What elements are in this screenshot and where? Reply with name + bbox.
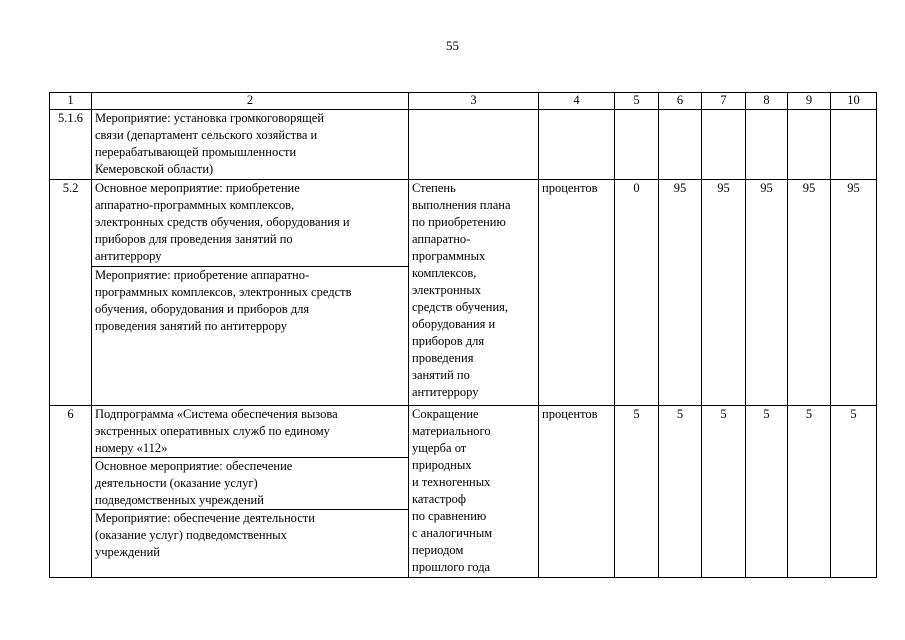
table-row [50, 110, 877, 180]
value-cell: 95 [788, 180, 831, 406]
value-cell: 95 [831, 180, 877, 406]
row-number: 5.1.6 [50, 110, 92, 180]
row-name: Мероприятие: установка громкоговорящей связи (департамент сельского хозяйства и перерабатывающей промышленности Кемеровской области) [92, 110, 409, 180]
empty-cell [746, 110, 788, 180]
table-row [50, 180, 877, 267]
empty-cell [539, 110, 615, 180]
row-name: Мероприятие: приобретение аппаратно- программных комплексов, электронных средств обучения, оборудования и приборов для проведения занятий по антитеррору [92, 267, 409, 406]
row-number: 5.2 [50, 180, 92, 406]
header-row [50, 93, 877, 110]
empty-cell [788, 110, 831, 180]
column-header: 8 [746, 93, 788, 110]
row-name: Основное мероприятие: обеспечение деятельности (оказание услуг) подведомственных учреждений [92, 458, 409, 510]
unit-cell: процентов [539, 180, 615, 406]
indicator-cell: Степень выполнения плана по приобретению аппаратно- программных комплексов, электронных средств обучения, оборудования и приборов для проведения занятий по антитеррору [409, 180, 539, 406]
value-cell: 95 [659, 180, 702, 406]
value-cell: 5 [659, 406, 702, 578]
indicator-cell: Сокращение материального ущерба от природных и техногенных катастроф по сравнению с аналогичным периодом прошлого года [409, 406, 539, 578]
row-number: 6 [50, 406, 92, 578]
value-cell: 5 [615, 406, 659, 578]
program-table [49, 92, 877, 578]
page-number: 55 [446, 38, 459, 53]
empty-cell [615, 110, 659, 180]
value-cell: 95 [746, 180, 788, 406]
column-header: 5 [615, 93, 659, 110]
column-header: 1 [50, 93, 92, 110]
column-header: 6 [659, 93, 702, 110]
column-header: 4 [539, 93, 615, 110]
column-header: 7 [702, 93, 746, 110]
value-cell: 5 [746, 406, 788, 578]
table-row [50, 406, 877, 458]
unit-cell: процентов [539, 406, 615, 578]
empty-cell [831, 110, 877, 180]
value-cell: 5 [702, 406, 746, 578]
row-name: Подпрограмма «Система обеспечения вызова экстренных оперативных служб по единому номеру «112» [92, 406, 409, 458]
column-header: 10 [831, 93, 877, 110]
empty-cell [409, 110, 539, 180]
row-name: Основное мероприятие: приобретение аппаратно-программных комплексов, электронных средств обучения, оборудования и приборов для проведения занятий по антитеррору [92, 180, 409, 267]
value-cell: 5 [831, 406, 877, 578]
empty-cell [702, 110, 746, 180]
value-cell: 5 [788, 406, 831, 578]
column-header: 3 [409, 93, 539, 110]
column-header: 9 [788, 93, 831, 110]
column-header: 2 [92, 93, 409, 110]
value-cell: 95 [702, 180, 746, 406]
empty-cell [659, 110, 702, 180]
row-name: Мероприятие: обеспечение деятельности (оказание услуг) подведомственных учреждений [92, 510, 409, 578]
value-cell: 0 [615, 180, 659, 406]
